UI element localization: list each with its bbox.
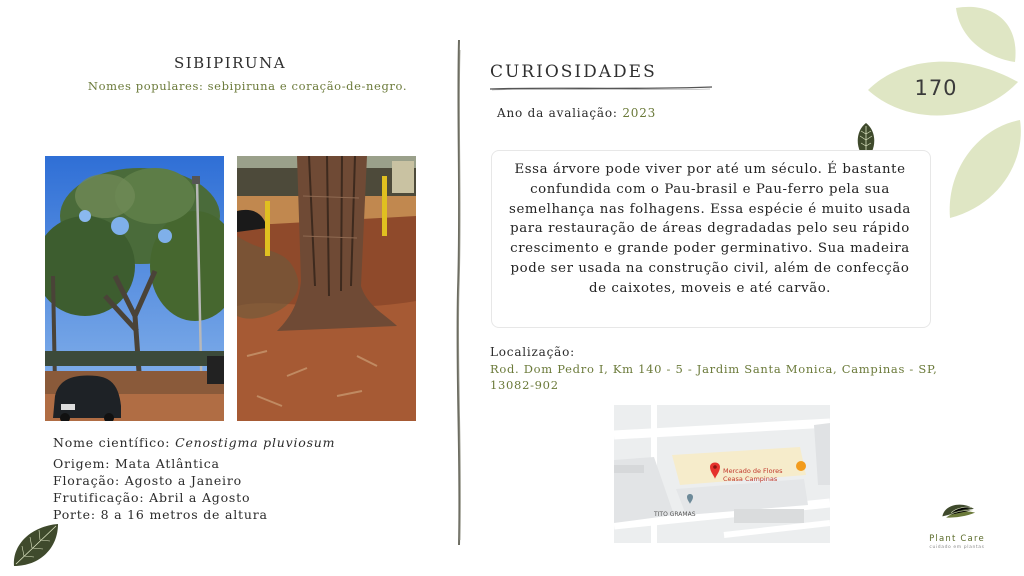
size-row: Porte: 8 a 16 metros de altura bbox=[53, 507, 268, 522]
decorative-leaf-bottom-left bbox=[10, 520, 62, 570]
location-label: Localização: bbox=[490, 345, 575, 359]
map-place-label-2: Ceasa Campinas bbox=[723, 475, 778, 483]
section-title: CURIOSIDADES bbox=[490, 62, 657, 82]
logo-name: Plant Care bbox=[929, 534, 985, 544]
fruiting-row: Frutificação: Abril a Agosto bbox=[53, 490, 251, 505]
species-details bbox=[53, 434, 335, 523]
map-secondary-label: TITO GRAMAS bbox=[654, 511, 696, 518]
tree-canopy-photo bbox=[45, 156, 224, 421]
location-address: Rod. Dom Pedro I, Km 140 - 5 - Jardim Santa Monica, Campinas - SP, 13082-902 bbox=[490, 362, 938, 392]
plant-care-logo bbox=[920, 500, 1000, 534]
evaluation-year bbox=[497, 106, 656, 120]
year-label: Ano da avaliação: bbox=[497, 106, 623, 120]
scientific-name-row bbox=[53, 434, 335, 451]
logo-tagline: cuidado em plantas bbox=[929, 545, 985, 550]
scientific-label: Nome científico: bbox=[53, 435, 176, 450]
vertical-divider bbox=[452, 40, 466, 545]
species-title: SIBIPIRUNA bbox=[173, 54, 287, 72]
origin-row: Origem: Mata Atlântica bbox=[53, 456, 220, 471]
year-value: 2023 bbox=[622, 106, 657, 120]
title-underline bbox=[490, 83, 712, 93]
location-map[interactable] bbox=[614, 405, 830, 543]
map-place-label-1: Mercado de Flores bbox=[723, 467, 783, 475]
page-number-badge: 170 bbox=[914, 76, 958, 100]
poi-icon bbox=[796, 461, 806, 471]
scientific-name: Cenostigma pluviosum bbox=[175, 435, 336, 450]
description-text: Essa árvore pode viver por até um século. É bastante confundida com o Pau-brasil e Pau-ferro pela sua semelhança nas folhagens. Essa espécie é muito usada para restauração de áreas degradadas pelo seu rápido crescimento e grande poder germinativo. Sua madeira pode ser usada na construção civil, além de confecção de caixotes, moveis e até carvão. bbox=[509, 162, 911, 296]
popular-names: Nomes populares: sebipiruna e coração-de-negro. bbox=[87, 79, 408, 93]
flowering-row: Floração: Agosto a Janeiro bbox=[53, 473, 242, 488]
tree-trunk-photo bbox=[237, 156, 416, 421]
